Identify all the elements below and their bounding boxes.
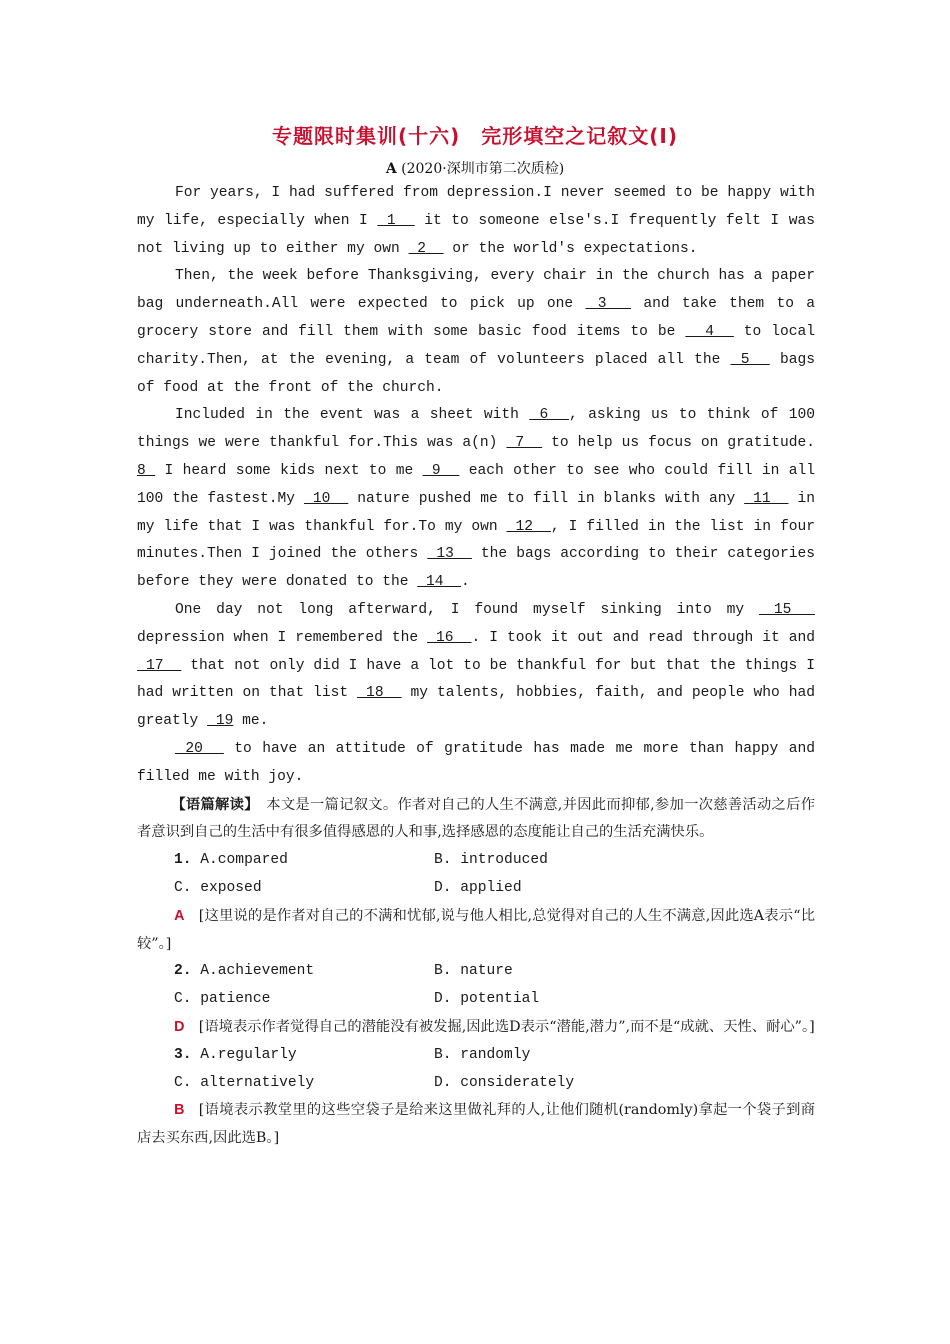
passage-paragraph xyxy=(137,597,815,736)
cloze-passage xyxy=(137,180,815,792)
explanation-text: [这里说的是作者对自己的不满和忧郁,说与他人相比,总觉得对自己的人生不满意,因此选A表示“比较”。] xyxy=(137,907,815,952)
passage-paragraph xyxy=(137,402,815,597)
option-d: D. considerately xyxy=(434,1074,575,1091)
cloze-blank: 1 xyxy=(377,212,415,229)
passage-text: each other to see who could fill in all 100 the fastest.My xyxy=(137,462,816,507)
answer-letter: D xyxy=(174,1018,185,1035)
question-options-row xyxy=(137,986,815,1014)
option-c: C. alternatively xyxy=(174,1074,315,1091)
question-options-row xyxy=(137,1042,815,1070)
cloze-blank: 3 xyxy=(585,296,632,313)
passage-text: that not only did I have a lot to be thankful for but that the things I had written on that list xyxy=(137,657,815,702)
analysis-tag: 【语篇解读】 xyxy=(171,796,252,813)
passage-text: Included in the event was a sheet with xyxy=(174,407,530,424)
option-a: A.regularly xyxy=(200,1046,297,1063)
option-cell xyxy=(137,1042,434,1070)
section-letter: A xyxy=(385,161,397,177)
answer-explanation xyxy=(137,1097,815,1153)
passage-text: me. xyxy=(233,713,269,730)
question-number: 2. xyxy=(174,963,192,980)
passage-text: it to someone else's.I frequently felt I was not living up to either my own xyxy=(137,212,815,257)
page-title: 专题限时集训(十六) 完形填空之记叙文(Ⅰ) xyxy=(271,124,678,148)
analysis-paragraph xyxy=(137,792,815,848)
document-body xyxy=(137,180,815,1153)
question-list xyxy=(137,847,815,1153)
passage-text: my talents, hobbies, faith, and people who had greatly xyxy=(137,685,815,730)
cloze-blank: 11 xyxy=(744,490,789,507)
explanation-text: [语境表示作者觉得自己的潜能没有被发掘,因此选D表示“潜能,潜力”,而不是“成就、天性、耐心”。] xyxy=(198,1018,815,1035)
option-a: A.achievement xyxy=(200,963,315,980)
passage-text: bags of food at the front of the church. xyxy=(137,351,815,396)
option-cell xyxy=(137,958,434,986)
cloze-blank: 17 xyxy=(137,657,182,674)
passage-paragraph xyxy=(137,263,815,402)
cloze-blank: 19 xyxy=(207,713,234,730)
answer-explanation xyxy=(137,903,815,959)
question-options-row xyxy=(137,875,815,903)
passage-text: to local charity.Then, at the evening, a team of volunteers placed all the xyxy=(137,323,815,368)
option-a: A.compared xyxy=(200,852,288,869)
passage-text: to have an attitude of gratitude has made me more than happy and filled me with joy. xyxy=(137,740,815,785)
option-b: B. introduced xyxy=(434,852,548,869)
option-b: B. nature xyxy=(434,963,513,980)
passage-text: . xyxy=(461,574,470,591)
option-d: D. potential xyxy=(434,991,540,1008)
passage-text: to help us focus on gratitude. xyxy=(542,435,815,452)
question-number: 3. xyxy=(174,1046,192,1063)
answer-letter: B xyxy=(174,1102,185,1119)
passage-text: , I filled in the list in four minutes.Then I joined the others xyxy=(137,518,815,563)
option-b: B. randomly xyxy=(434,1046,531,1063)
cloze-blank: 18 xyxy=(357,685,402,702)
cloze-blank: 5 xyxy=(730,351,770,368)
cloze-blank: 16 xyxy=(427,629,472,646)
cloze-blank: 2 xyxy=(408,240,444,257)
passage-text: the bags according to their categories before they were donated to the xyxy=(137,546,815,591)
cloze-blank: 8 xyxy=(137,462,156,479)
answer-letter: A xyxy=(174,907,185,924)
passage-text: nature pushed me to fill in blanks with any xyxy=(348,490,745,507)
cloze-blank: 10 xyxy=(303,490,349,507)
passage-text: depression when I remembered the xyxy=(137,629,428,646)
passage-text: or the world's expectations. xyxy=(443,240,698,257)
option-c: C. patience xyxy=(174,991,271,1008)
passage-text: One day not long afterward, I found myself sinking into my xyxy=(174,601,759,618)
question-number: 1. xyxy=(174,852,192,869)
explanation-text: [语境表示教堂里的这些空袋子是给来这里做礼拜的人,让他们随机(randomly)拿起一个袋子到商店去买东西,因此选B。] xyxy=(137,1102,815,1147)
cloze-blank: 9 xyxy=(422,462,460,479)
passage-paragraph xyxy=(137,180,815,263)
question-options-row xyxy=(137,1070,815,1098)
passage-text: in my life that I was thankful for.To my own xyxy=(137,490,815,535)
cloze-blank: 20 xyxy=(174,740,224,757)
answer-explanation xyxy=(137,1014,815,1042)
passage-text: I heard some kids next to me xyxy=(155,462,423,479)
question-options-row xyxy=(137,958,815,986)
passage-text: Then, the week before Thanksgiving, every chair in the church has a paper bag underneath.All were expected to pick up one xyxy=(137,268,815,313)
option-c: C. exposed xyxy=(174,879,262,896)
passage-text: and take them to a grocery store and fill them with some basic food items to be xyxy=(137,296,816,340)
cloze-blank: 12 xyxy=(506,518,551,535)
passage-text: , asking us to think of 100 things we were thankful for.This was a(n) xyxy=(137,407,815,452)
option-d: D. applied xyxy=(434,879,522,896)
option-cell xyxy=(137,847,434,875)
question-options-row xyxy=(137,847,815,875)
cloze-blank: 13 xyxy=(427,546,472,563)
cloze-blank: 14 xyxy=(417,574,462,591)
passage-paragraph xyxy=(137,736,815,792)
cloze-blank: 4 xyxy=(685,323,734,340)
cloze-blank: 15 xyxy=(758,601,815,618)
analysis-text: 本文是一篇记叙文。作者对自己的人生不满意,并因此而抑郁,参加一次慈善活动之后作者意识到自己的生活中有很多值得感恩的人和事,选择感恩的态度能让自己的生活充满快乐。 xyxy=(137,796,816,841)
passage-text: . I took it out and read through it and xyxy=(471,629,815,646)
passage-text: For years, I had suffered from depression.I never seemed to be happy with my life, especially when I xyxy=(137,185,815,229)
section-subtitle xyxy=(0,158,950,178)
cloze-blank: 6 xyxy=(529,407,569,424)
cloze-blank: 7 xyxy=(506,435,543,452)
section-source: (2020·深圳市第二次质检) xyxy=(401,161,565,177)
